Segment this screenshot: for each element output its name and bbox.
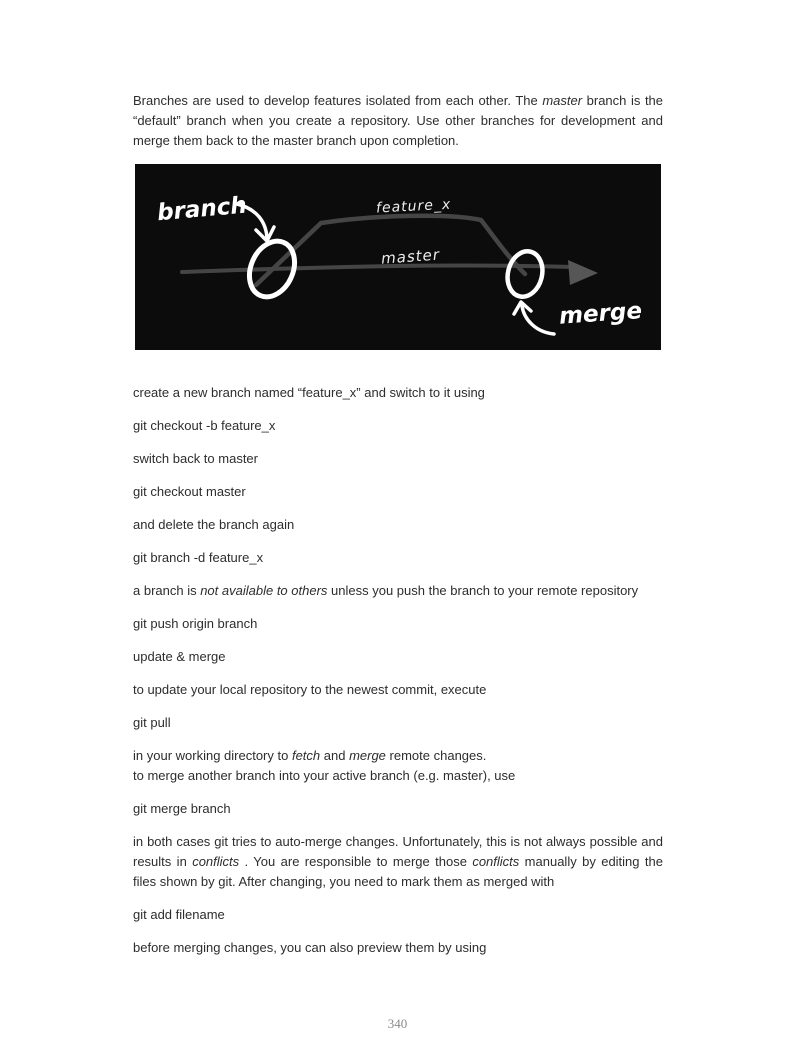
working-dir-emphasis-fetch: fetch [291,748,321,763]
command-merge: git merge branch [133,801,231,816]
conflicts-paragraph [133,832,663,892]
working-dir-text-1: in your working directory to [133,748,292,763]
diagram-svg [135,164,661,350]
master-branch-label: master [380,245,441,268]
command-pull: git pull [133,715,171,730]
page-number: 340 [387,1016,408,1031]
conflicts-text-2: . You are responsible to merge those [239,854,473,869]
command-add: git add filename [133,907,225,922]
page-content [133,91,663,971]
page-footer [0,1016,795,1032]
working-dir-text-3: remote changes. [385,748,487,763]
conflicts-text-3: manually by editing the files shown by git. After changing, you need to mark them as merged with [133,854,663,889]
working-dir-paragraph [133,746,663,786]
preview-note-text: before merging changes, you can also preview them by using [133,940,487,955]
git-branch-merge-diagram [135,164,661,350]
branch-label: branch [156,192,248,227]
command-branch-d: git branch -d feature_x [133,550,264,565]
working-dir-text-2: and [320,748,350,763]
delete-branch-text: and delete the branch again [133,517,295,532]
switch-back-text: switch back to master [133,451,258,466]
conflicts-text-1: in both cases git tries to auto-merge changes. Unfortunately, this is not always possible and results in [133,834,663,869]
command-checkout-b: git checkout -b feature_x [133,418,276,433]
feature-branch-label: feature_x [375,196,452,217]
conflicts-emphasis-1: conflicts [192,854,240,869]
intro-paragraph [133,91,663,151]
push-note-paragraph [133,581,663,601]
push-note-text-1: a branch is [133,583,201,598]
update-note-text: to update your local repository to the newest commit, execute [133,682,487,697]
merge-label: merge [558,298,643,330]
intro-emphasis-master: master [542,93,583,108]
merge-into-text: to merge another branch into your active branch (e.g. master), use [133,768,516,783]
intro-text-2: branch is the “default” branch when you create a repository. Use other branches for development and merge them back to the master branch upon completion. [133,93,664,148]
push-note-emphasis: not available to others [200,583,328,598]
command-push: git push origin branch [133,616,258,631]
intro-text-1: Branches are used to develop features isolated from each other. The [133,93,543,108]
command-checkout-master: git checkout master [133,484,246,499]
working-dir-emphasis-merge: merge [349,748,386,763]
conflicts-emphasis-2: conflicts [472,854,520,869]
create-branch-text: create a new branch named “feature_x” and switch to it using [133,385,485,400]
push-note-text-2: unless you push the branch to your remote repository [327,583,639,598]
update-merge-heading: update & merge [133,649,226,664]
